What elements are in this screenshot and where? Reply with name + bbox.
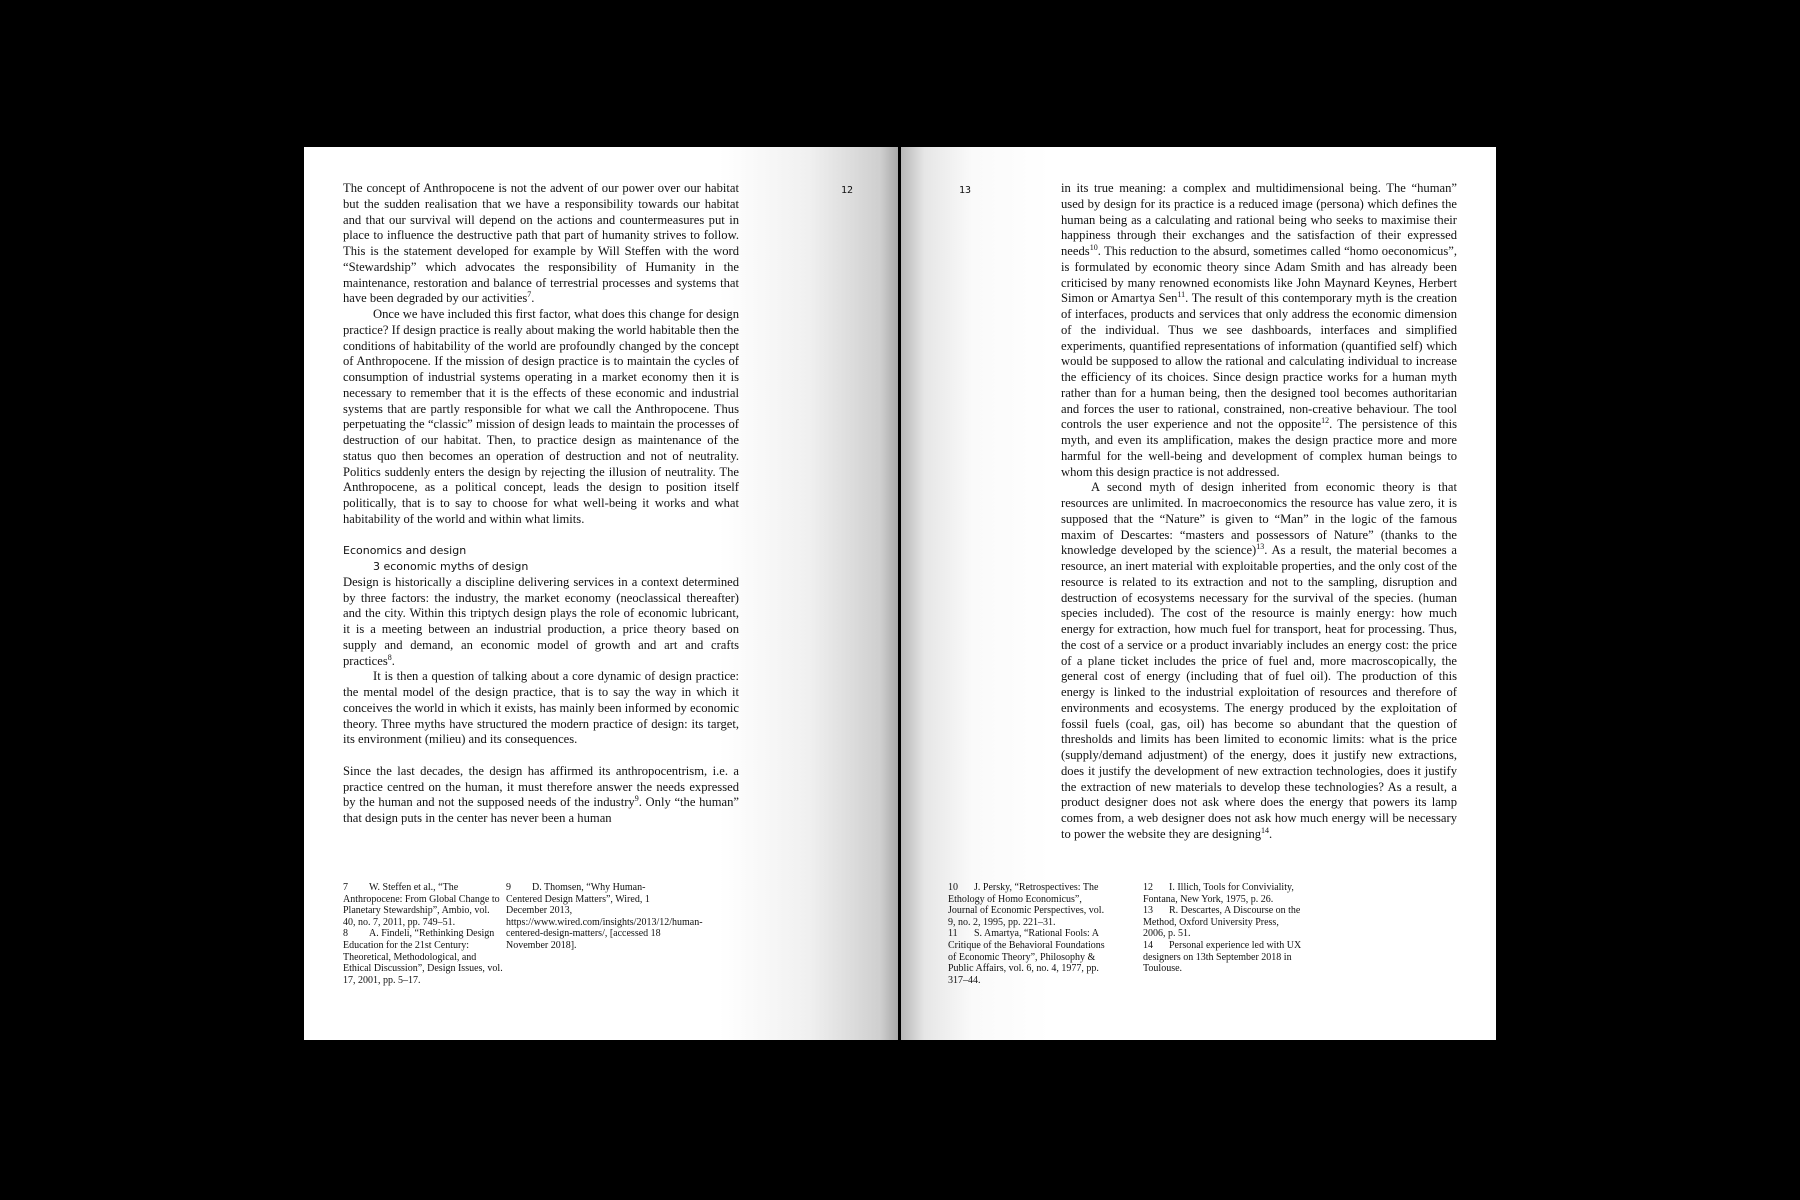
body-text [343, 181, 739, 827]
footnotes-column [343, 882, 503, 986]
footnote-number: 12 [1143, 882, 1153, 893]
footnote [506, 882, 703, 952]
footnote-number: 13 [1143, 905, 1153, 917]
footnote-text: A. Findeli, “Rethinking Design Education for the 21st Century: Theoretical, Methodological, and Ethical Discussion”, Design Issues, vol. 17, 2001, pp. 5–17. [343, 928, 503, 986]
paragraph [343, 181, 739, 307]
footnote-text: W. Steffen et al., “The Anthropocene: From Global Change to Planetary Stewardship”, Ambio, vol. 40, no. 7, 2011, pp. 749–51. [343, 882, 500, 928]
paragraph [1061, 480, 1457, 842]
footnote-ref: 14 [1261, 825, 1270, 835]
footnote-text: D. Thomsen, “Why Human-Centered Design Matters”, Wired, 1 December 2013, https://www.wired.com/insights/2013/12/human-centered-design-matters/, [accessed 18 November 2018]. [506, 882, 703, 951]
paragraph-text: Design is historically a discipline delivering services in a context determined by three factors: the industry, the market economy (neoclassical thereafter) and the city. Within this triptych design plays the role of economic lubricant, it is a meeting between an industrial production, a price theory based on supply and demand, an economic model of growth and art and crafts practices [343, 574, 739, 668]
paragraph [343, 764, 739, 827]
footnote-ref: 13 [1256, 542, 1265, 552]
paragraph-text: It is then a question of talking about a core dynamic of design practice: the mental model of the design practice, that is to say the way in which it conceives the world in which it exists, has mainly been informed by economic theory. Three myths have structured the modern practice of design: its target, its environment (milieu) and its consequences. [343, 669, 739, 747]
section-heading: Economics and design [343, 544, 467, 558]
footnote-text: R. Descartes, A Discourse on the Method, Oxford University Press, 2006, p. 51. [1143, 905, 1301, 940]
paragraph-text: . [531, 291, 535, 306]
paragraph-text: . This reduction to the absurd, sometimes called “homo oeconomicus”, is formulated by economic theory since Adam Smith and has already been criticised by many renowned economists like John Maynard Keynes, Herbert Simon or Amartya Sen [1061, 244, 1457, 306]
footnote-ref: 9 [634, 794, 639, 804]
footnote [343, 882, 503, 928]
paragraph-text: Since the last decades, the design has affirmed its anthropocentrism, i.e. a practice centred on the human, it must therefore answer the needs expressed by the human and not the supposed needs of the industry [343, 763, 739, 810]
paragraph-text: A second myth of design inherited from economic theory is that resources are unlimited. In macroeconomics the resource has value zero, it is supposed that the “Nature” is given to “Man” in the logic of the famous maxim of Descartes: “masters and possessors of Nature” (thanks to the knowledge developed by the science) [1061, 480, 1457, 558]
paragraph [343, 575, 739, 670]
left-page [304, 147, 898, 1040]
footnote-ref: 11 [1177, 290, 1186, 300]
paragraph [343, 669, 739, 748]
footnote-number: 14 [1143, 939, 1153, 951]
right-page [901, 147, 1496, 1040]
paragraph [1061, 181, 1457, 480]
body-text [1061, 181, 1457, 843]
footnote-ref: 8 [387, 652, 392, 662]
paragraph-text: in its true meaning: a complex and multidimensional being. The “human” used by design for its practice is a reduced image (persona) which defines the human being as a calculating and rational being who seeks to maximise their happiness through their exchanges and the satisfaction of their expressed needs [1061, 181, 1457, 258]
section-subheading: 3 economic myths of design [373, 560, 529, 573]
footnote [1143, 882, 1303, 905]
footnotes-column [948, 882, 1108, 986]
paragraph [343, 307, 739, 528]
footnote-text: J. Persky, “Retrospectives: The Ethology of Homo Economicus”, Journal of Economic Perspectives, vol. 9, no. 2, 1995, pp. 221–31. [948, 882, 1105, 928]
footnote-number: 9 [506, 882, 511, 893]
page-number: 12 [841, 185, 854, 196]
footnote [1143, 940, 1303, 975]
footnote [1143, 905, 1303, 940]
paragraph-text: . The persistence of this myth, and even its amplification, makes the design practice more and more harmful for the well-being and development of complex human beings to whom this design practice is not addressed. [1061, 417, 1457, 479]
footnotes-column [1143, 882, 1303, 975]
footnote [948, 882, 1108, 928]
footnote-text: Personal experience led with UX designers on 13th September 2018 in Toulouse. [1143, 939, 1302, 975]
footnote-number: 11 [948, 928, 958, 940]
footnote-number: 8 [343, 928, 348, 940]
footnote-ref: 12 [1321, 416, 1330, 426]
footnote [948, 928, 1108, 986]
paragraph-text: Once we have included this first factor, what does this change for design practice? If design practice is really about making the world habitable then the conditions of habitability of the world are profoundly changed by the concept of Anthropocene. If the mission of design practice is to maintain the cycles of consumption of industrial systems operating in a market economy then it is necessary to remember that it is the effects of these economic and industrial systems that are partly responsible for what we call the Anthropocene. Thus perpetuating the “classic” mission of design leads to maintain the processes of destruction of our habitat. Then, to practice design as maintenance of the status quo then becomes an operation of destruction and not of neutrality. Politics suddenly enters the design by rejecting the illusion of neutrality. The Anthropocene, as a political concept, leads the design to position itself politically, that is to say to choose for what well-being it works and what habitability of the world and within what limits. [343, 307, 739, 526]
footnote-ref: 10 [1089, 243, 1098, 252]
footnote-number: 7 [343, 882, 348, 893]
paragraph-text: . [391, 653, 395, 668]
paragraph-text: . As a result, the material becomes a resource, an inert material with exploitable properties, and the only cost of the resource is related to its extraction and not to the sampling, disruption and destruction of ecosystems necessary for the survival of the species. (human species included). The cost of the resource is mainly energy: how much energy for extraction, how much fuel for transport, heat for processing. Thus, the cost of a service or a product invariably includes an energy cost: the price of a plane ticket includes the price of fuel and, more macroscopically, the general cost of energy (including that of fuel oil). The production of this energy is linked to the industrial exploitation of resources and therefore of environments and ecosystems. The energy produced by the exploitation of fossil fuels (coal, gas, oil) has become so abundant that the question of thresholds and limits has been limited to economic limits: what is the price (supply/demand adjustment) of the energy, does it justify new extractions, does it justify the development of new extraction technologies, does it justify the extraction of new materials to develop these technologies? As a result, a product designer does not ask where does the energy that powers its lamp comes from, a web designer does not ask how much energy will be necessary to power the website they are designing [1061, 543, 1457, 841]
footnotes-column [506, 882, 703, 952]
paragraph-text: . Only “the human” that design puts in the center has never been a human [343, 795, 740, 825]
page-number: 13 [959, 185, 972, 196]
footnote-text: I. Illich, Tools for Conviviality, Fontana, New York, 1975, p. 26. [1143, 882, 1294, 905]
paragraph-text: . The result of this contemporary myth is the creation of interfaces, products and services that only address the economic dimension of the individual. Thus we see dashboards, interfaces and simplified experiments, quantified representations of information (quantified self) which would be supposed to allow the rational and calculating individual to increase the efficiency of its choices. Since design practice works for a human myth rather than for a human being, then the designed tool becomes authoritarian and forces the user to rational, constrained, non-creative behaviour. The tool controls the user experience and not the opposite [1061, 291, 1457, 432]
footnote [343, 928, 503, 986]
footnote-ref: 7 [527, 290, 532, 300]
footnote-number: 10 [948, 882, 958, 893]
footnote-text: S. Amartya, “Rational Fools: A Critique of the Behavioral Foundations of Economic Theory”, Philosophy & Public Affairs, vol. 6, no. 4, 1977, pp. 317–44. [948, 928, 1105, 986]
paragraph-text: The concept of Anthropocene is not the advent of our power over our habitat but the sudden realisation that we have a responsibility towards our habitat and that our survival will depend on the actions and countermeasures put in place to influence the destructive path that part of humanity strives to follow. This is the statement developed for example by Will Steffen with the word “Stewardship” which advocates the responsibility of Humanity in the maintenance, restoration and balance of terrestrial processes and systems that have been degraded by our activities [343, 181, 739, 306]
paragraph-text: . [1269, 826, 1273, 841]
